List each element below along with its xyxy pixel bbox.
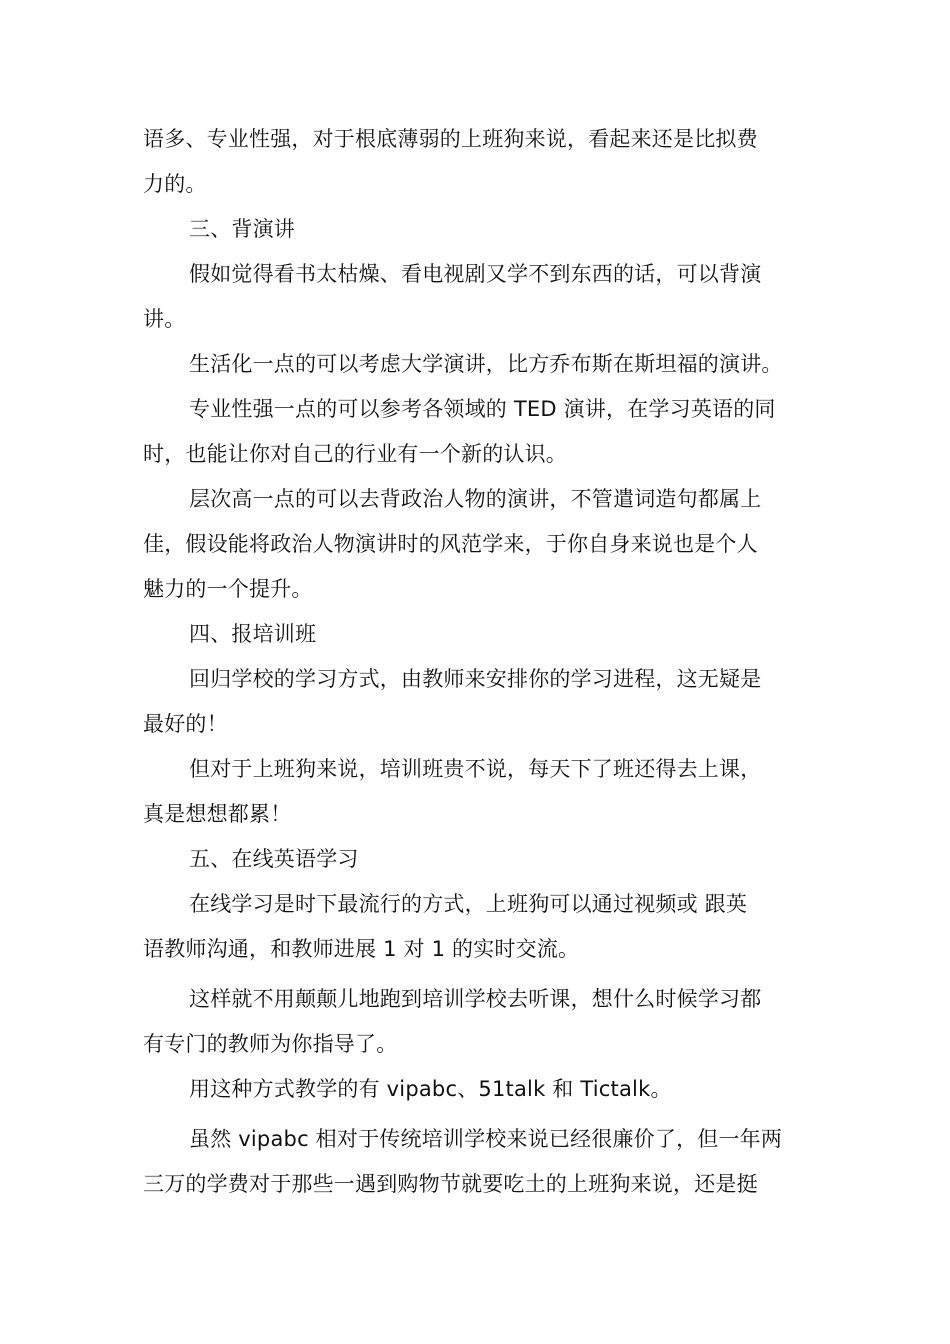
- text-line: 力的。: [143, 172, 207, 196]
- text-line: 有专门的教师为你指导了。: [143, 1032, 398, 1056]
- text-line: 假如觉得看书太枯燥、看电视剧又学不到东西的话，可以背演: [189, 262, 762, 286]
- text-line: 佳，假设能将政治人物演讲时的风范学来，于你自身来说也是个人: [143, 532, 758, 556]
- section-heading: 五、在线英语学习: [189, 847, 359, 871]
- text-line: 但对于上班狗来说，培训班贵不说，每天下了班还得去上课，: [189, 757, 762, 781]
- section-heading: 四、报培训班: [189, 622, 317, 646]
- section-heading: 三、背演讲: [189, 217, 295, 241]
- text-line: 时，也能让你对自己的行业有一个新的认识。: [143, 442, 567, 466]
- text-line: 这样就不用颠颠儿地跑到培训学校去听课，想什么时候学习都: [189, 987, 762, 1011]
- text-line: 讲。: [143, 307, 186, 331]
- text-line: 语多、专业性强，对于根底薄弱的上班狗来说，看起来还是比拟费: [143, 127, 758, 151]
- text-line: 魅力的一个提升。: [143, 577, 313, 601]
- text-line: 生活化一点的可以考虑大学演讲，比方乔布斯在斯坦福的演讲。: [189, 352, 783, 376]
- text-line: 层次高一点的可以去背政治人物的演讲，不管遣词造句都属上: [189, 487, 762, 511]
- text-line: 语教师沟通，和教师进展 1 对 1 的实时交流。: [143, 937, 580, 961]
- text-line: 回归学校的学习方式，由教师来安排你的学习进程，这无疑是: [189, 667, 762, 691]
- text-line: 虽然 vipabc 相对于传统培训学校来说已经很廉价了，但一年两: [189, 1127, 783, 1151]
- text-line: 真是想想都累！: [143, 802, 292, 826]
- text-line: 专业性强一点的可以参考各领域的 TED 演讲，在学习英语的同: [189, 397, 776, 421]
- text-line: 用这种方式教学的有 vipabc、51talk 和 Tictalk。: [189, 1077, 672, 1101]
- text-line: 在线学习是时下最流行的方式，上班狗可以通过视频或 跟英: [189, 892, 748, 916]
- text-line: 三万的学费对于那些一遇到购物节就要吃土的上班狗来说，还是挺: [143, 1172, 758, 1196]
- text-line: 最好的！: [143, 712, 228, 736]
